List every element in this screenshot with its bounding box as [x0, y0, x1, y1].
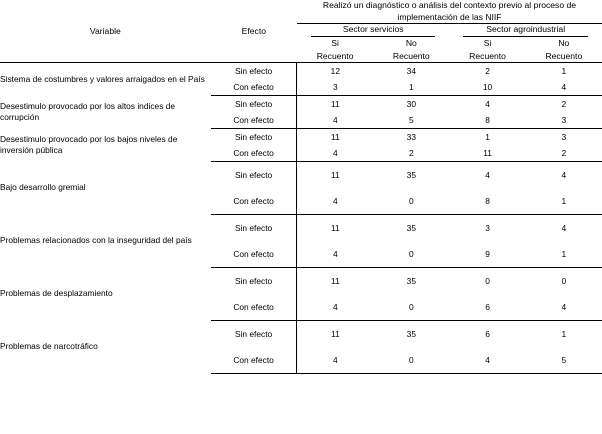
table-row — [0, 129, 602, 146]
cell-agro-si: 11 — [449, 145, 525, 162]
table-header — [0, 0, 602, 63]
cell-servicios-si: 4 — [297, 241, 373, 268]
row-efecto: Con efecto — [211, 347, 297, 374]
cell-servicios-si: 4 — [297, 188, 373, 215]
header-agro-no — [526, 37, 602, 62]
cell-agro-no: 2 — [526, 145, 602, 162]
cell-agro-si: 9 — [449, 241, 525, 268]
cell-servicios-si: 4 — [297, 347, 373, 374]
row-variable-label: Problemas de desplazamiento — [0, 288, 113, 299]
header-agro-si — [449, 37, 525, 62]
cell-servicios-si: 12 — [297, 63, 373, 80]
table-row — [0, 215, 602, 242]
cell-agro-no: 1 — [561, 329, 567, 340]
cell-agro-si: 4 — [485, 170, 490, 181]
cell-agro-si: 8 — [449, 112, 525, 129]
table-row — [0, 268, 602, 295]
cell-servicios-si: 4 — [297, 294, 373, 321]
cell-agro-si: 1 — [485, 132, 490, 143]
cell-servicios-si: 11 — [297, 162, 373, 189]
cell-agro-no: 4 — [526, 79, 602, 96]
cell-agro-si: 6 — [449, 294, 525, 321]
row-variable-label: Sistema de costumbres y valores arraigados en el País — [0, 63, 211, 96]
header-serv-si-recuento: Recuento — [316, 50, 354, 61]
cell-servicios-no: 0 — [373, 188, 449, 215]
row-efecto: Sin efecto — [234, 329, 273, 340]
row-efecto: Con efecto — [211, 79, 297, 96]
cell-servicios-no: 30 — [406, 99, 416, 110]
header-serv-no-recuento: Recuento — [392, 50, 430, 61]
cell-agro-no: 3 — [526, 112, 602, 129]
table-row — [0, 63, 602, 80]
cell-agro-si: 4 — [485, 99, 490, 110]
row-efecto: Con efecto — [211, 188, 297, 215]
header-agro-si-recuento: Recuento — [469, 50, 506, 61]
header-agro-no-label: No — [558, 38, 570, 49]
cell-agro-si: 0 — [485, 276, 490, 287]
cell-servicios-no: 2 — [373, 145, 449, 162]
header-agro-si-label: Si — [483, 38, 492, 49]
row-variable-label: Problemas de narcotráfico — [0, 341, 98, 352]
cell-servicios-no: 35 — [406, 223, 416, 234]
table-row — [0, 96, 602, 113]
header-sector-agroindustrial — [449, 24, 602, 38]
cell-servicios-no: 33 — [406, 132, 416, 143]
cell-servicios-no: 35 — [406, 170, 416, 181]
row-efecto: Sin efecto — [234, 223, 273, 234]
cell-servicios-no: 5 — [373, 112, 449, 129]
header-agro-no-recuento: Recuento — [545, 50, 583, 61]
cell-servicios-no: 35 — [406, 329, 416, 340]
cell-agro-si: 3 — [485, 223, 490, 234]
cell-agro-no: 0 — [561, 276, 567, 287]
row-efecto: Con efecto — [211, 294, 297, 321]
cell-servicios-no: 0 — [373, 347, 449, 374]
cell-agro-si: 4 — [449, 347, 525, 374]
cell-agro-no: 2 — [561, 99, 567, 110]
cell-agro-si: 6 — [485, 329, 490, 340]
cell-servicios-si: 11 — [297, 129, 373, 146]
cell-agro-no: 1 — [526, 63, 602, 80]
cell-agro-no: 3 — [561, 132, 567, 143]
table-row — [0, 162, 602, 189]
row-variable-label: Bajo desarrollo gremial — [0, 182, 86, 193]
header-variable: Variable — [89, 26, 121, 37]
cell-servicios-si: 3 — [297, 79, 373, 96]
header-main-title: Realizó un diagnóstico o análisis del contexto previo al proceso de implementación de las NIIF — [297, 0, 602, 24]
cell-servicios-no: 0 — [373, 241, 449, 268]
cell-agro-no: 4 — [526, 294, 602, 321]
cell-servicios-si: 11 — [297, 215, 373, 242]
header-serv-no — [373, 37, 449, 62]
cell-agro-si: 10 — [449, 79, 525, 96]
cell-servicios-no: 35 — [406, 276, 416, 287]
row-efecto: Sin efecto — [234, 170, 273, 181]
row-variable-label: Problemas relacionados con la inseguridad del país — [0, 235, 192, 246]
cell-agro-no: 4 — [561, 223, 567, 234]
header-efecto: Efecto — [241, 26, 267, 37]
cell-servicios-si: 11 — [297, 96, 373, 113]
cell-agro-no: 1 — [526, 188, 602, 215]
row-efecto: Sin efecto — [234, 132, 273, 143]
header-serv-si-label: Si — [331, 38, 339, 49]
row-efecto: Sin efecto — [234, 99, 273, 110]
cell-agro-si: 2 — [449, 63, 525, 80]
cell-servicios-si: 4 — [297, 112, 373, 129]
table-body — [0, 63, 602, 374]
cell-servicios-si: 11 — [297, 268, 373, 295]
header-title-row — [0, 0, 602, 24]
row-variable-label: Desestimulo provocado por los altos indices de corrupción — [0, 100, 176, 123]
row-efecto: Con efecto — [211, 112, 297, 129]
row-variable-label: Desestimulo provocado por los bajos niveles de inversión pública — [0, 133, 178, 156]
row-efecto: Sin efecto — [211, 63, 297, 80]
table-row — [0, 321, 602, 348]
cell-servicios-si: 4 — [297, 145, 373, 162]
header-sector-agroindustrial-label: Sector agroindustrial — [463, 24, 588, 37]
row-efecto: Sin efecto — [234, 276, 273, 287]
row-efecto: Con efecto — [211, 145, 297, 162]
cell-servicios-si: 11 — [297, 321, 373, 348]
cell-agro-no: 1 — [526, 241, 602, 268]
cell-agro-no: 5 — [526, 347, 602, 374]
cell-agro-no: 4 — [561, 170, 567, 181]
header-sector-servicios — [297, 24, 449, 38]
header-serv-si — [297, 37, 373, 62]
cell-agro-si: 8 — [449, 188, 525, 215]
cell-servicios-no: 0 — [373, 294, 449, 321]
header-serv-no-label: No — [405, 38, 417, 49]
cell-servicios-no: 34 — [373, 63, 449, 80]
header-sector-servicios-label: Sector servicios — [311, 24, 435, 37]
row-efecto: Con efecto — [211, 241, 297, 268]
cell-servicios-no: 1 — [373, 79, 449, 96]
